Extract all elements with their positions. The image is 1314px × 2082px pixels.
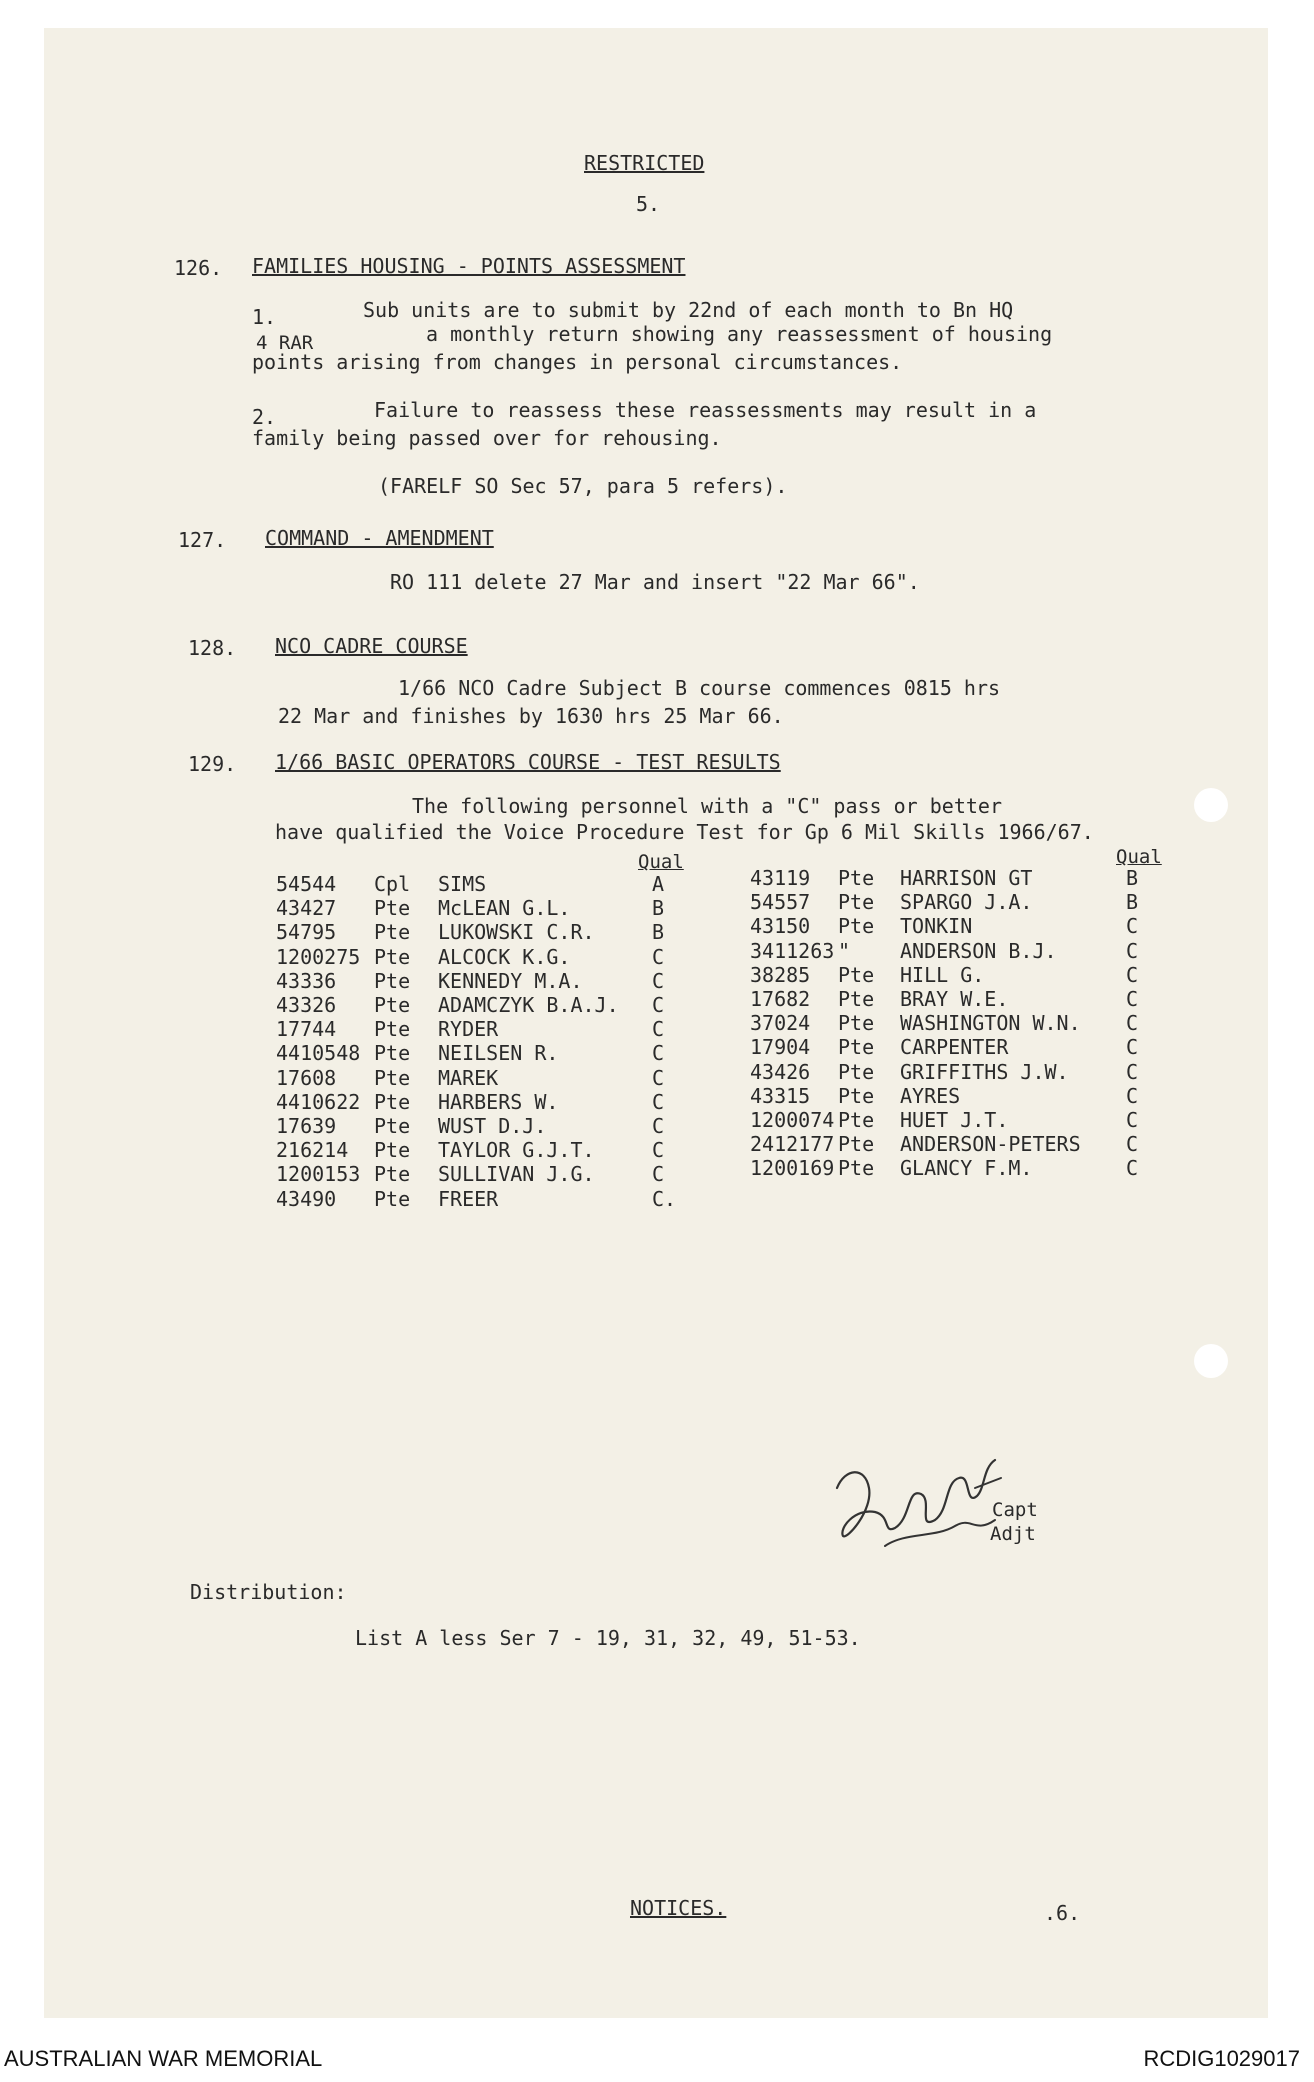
- table-row: [0, 939, 1224, 964]
- section-129-intro-line1: The following personnel with a "C" pass or better: [412, 794, 1003, 818]
- archive-reference: RCDIG1029017: [1143, 2046, 1300, 2071]
- cell-name: WASHINGTON W.N.: [900, 1011, 1081, 1036]
- cell-name: TAYLOR G.J.T.: [438, 1138, 595, 1163]
- table-row: [0, 1011, 1224, 1036]
- cell-no: 1200275: [276, 944, 361, 969]
- punch-hole-bottom: [1194, 1344, 1228, 1378]
- cell-no: 17639: [276, 1114, 337, 1138]
- section-126-number: 126.: [174, 256, 223, 280]
- cell-qual: C: [1126, 987, 1139, 1011]
- cell-no: 17904: [750, 1035, 811, 1060]
- cell-name: TONKIN: [900, 914, 973, 939]
- cell-qual: C: [1126, 1108, 1139, 1132]
- cell-qual: B: [652, 920, 665, 945]
- cell-no: 17744: [276, 1017, 337, 1042]
- cell-no: 43150: [750, 914, 811, 939]
- cell-rank: Pte: [374, 1017, 411, 1042]
- cell-rank: Pte: [374, 1186, 411, 1211]
- cell-qual: C: [1126, 1011, 1139, 1036]
- cell-no: 43490: [276, 1186, 337, 1211]
- cell-rank: Cpl: [374, 872, 411, 896]
- cell-qual: C: [1126, 1059, 1139, 1084]
- cell-rank: Pte: [838, 1011, 875, 1036]
- qual-header-right: Qual: [1116, 846, 1162, 868]
- section-126-unit: 4 RAR: [256, 332, 314, 354]
- section-128-line2: 22 Mar and finishes by 1630 hrs 25 Mar 66.: [278, 704, 784, 728]
- cell-no: 37024: [750, 1011, 811, 1036]
- archive-name: AUSTRALIAN WAR MEMORIAL: [4, 2046, 323, 2071]
- cell-name: BRAY W.E.: [900, 987, 1009, 1011]
- section-126-reference: (FARELF SO Sec 57, para 5 refers).: [378, 474, 788, 498]
- cell-name: RYDER: [438, 1017, 499, 1042]
- cell-qual: B: [1126, 866, 1139, 890]
- cell-rank: Pte: [374, 920, 411, 945]
- cell-no: 43315: [750, 1083, 811, 1108]
- table-row: [0, 914, 1224, 939]
- section-126-para2-line1: Failure to reassess these reassessments may result in a: [374, 398, 1037, 422]
- section-126-para1-line3: points arising from changes in personal circumstances.: [252, 350, 903, 374]
- table-row: [0, 1108, 1224, 1133]
- cell-no: 4410548: [276, 1041, 361, 1066]
- cell-no: 2412177: [750, 1132, 835, 1157]
- cell-rank: Pte: [838, 866, 875, 890]
- section-129-title: 1/66 BASIC OPERATORS COURSE - TEST RESULTS: [275, 750, 781, 774]
- section-126-para1-line1: Sub units are to submit by 22nd of each month to Bn HQ: [363, 298, 1014, 322]
- cell-no: 1200169: [750, 1156, 835, 1181]
- cell-qual: C: [1126, 938, 1139, 963]
- cell-rank: Pte: [838, 1035, 875, 1060]
- cell-rank: Pte: [838, 1156, 875, 1181]
- cell-no: 43427: [276, 896, 337, 921]
- table-row: [0, 890, 1224, 915]
- cell-name: GLANCY F.M.: [900, 1156, 1033, 1181]
- cell-name: FREER: [438, 1186, 499, 1211]
- table-row: [0, 866, 1224, 891]
- cell-qual: B: [652, 896, 665, 921]
- cell-qual: C: [1126, 1083, 1139, 1108]
- cell-rank: Pte: [374, 1089, 411, 1114]
- table-row: [0, 1132, 1224, 1157]
- cell-rank: Pte: [374, 896, 411, 921]
- distribution-label: Distribution:: [190, 1580, 347, 1604]
- cell-rank: Pte: [838, 987, 875, 1011]
- cell-qual: C: [652, 1089, 665, 1114]
- cell-no: 54557: [750, 890, 811, 915]
- classification-heading: RESTRICTED: [584, 151, 705, 175]
- signature-appointment: Adjt: [990, 1523, 1036, 1545]
- cell-no: 1200153: [276, 1162, 361, 1187]
- cell-qual: B: [1126, 890, 1139, 915]
- cell-name: NEILSEN R.: [438, 1041, 559, 1066]
- cell-name: HARRISON GT: [900, 866, 1033, 890]
- section-126-para2-line2: family being passed over for rehousing.: [252, 426, 722, 450]
- table-row: [0, 1156, 1224, 1181]
- cell-rank: Pte: [838, 890, 875, 915]
- cell-qual: C: [652, 1065, 665, 1090]
- cell-no: 43326: [276, 993, 337, 1017]
- cell-no: 4410622: [276, 1089, 361, 1114]
- section-128-number: 128.: [188, 636, 237, 660]
- cell-qual: C: [1126, 1156, 1139, 1181]
- cell-qual: C.: [652, 1186, 677, 1211]
- cell-name: KENNEDY M.A.: [438, 968, 583, 993]
- cell-rank: Pte: [838, 914, 875, 939]
- archive-footer: [0, 2036, 1314, 2082]
- cell-name: HUET J.T.: [900, 1108, 1009, 1132]
- cell-rank: Pte: [374, 944, 411, 969]
- cell-rank: Pte: [838, 1132, 875, 1157]
- cell-qual: C: [652, 993, 665, 1017]
- cell-name: ADAMCZYK B.A.J.: [438, 993, 619, 1017]
- cell-qual: C: [1126, 1035, 1139, 1060]
- section-127-number: 127.: [178, 528, 227, 552]
- cell-name: SPARGO J.A.: [900, 890, 1033, 915]
- signature: [825, 1448, 1015, 1558]
- distribution-text: List A less Ser 7 - 19, 31, 32, 49, 51-53.: [355, 1626, 861, 1650]
- cell-rank: Pte: [374, 1065, 411, 1090]
- section-126-para1-line2: a monthly return showing any reassessment of housing: [426, 322, 1053, 346]
- punch-hole-top: [1194, 788, 1228, 822]
- section-128-title: NCO CADRE COURSE: [275, 634, 468, 658]
- cell-name: AYRES: [900, 1083, 961, 1108]
- cell-name: GRIFFITHS J.W.: [900, 1059, 1069, 1084]
- section-127-text: RO 111 delete 27 Mar and insert "22 Mar 66".: [390, 570, 920, 594]
- section-129-number: 129.: [188, 752, 237, 776]
- section-127-title: COMMAND - AMENDMENT: [265, 526, 494, 550]
- cell-no: 17682: [750, 987, 811, 1011]
- cell-no: 43119: [750, 866, 811, 890]
- cell-no: 38285: [750, 962, 811, 987]
- cell-name: LUKOWSKI C.R.: [438, 920, 595, 945]
- table-row: [0, 963, 1224, 988]
- section-126-para1-number: 1.: [252, 305, 277, 329]
- table-row: [0, 987, 1224, 1012]
- cell-rank: Pte: [374, 968, 411, 993]
- cell-name: CARPENTER: [900, 1035, 1009, 1060]
- section-126-title: FAMILIES HOUSING - POINTS ASSESSMENT: [252, 254, 686, 278]
- cell-name: MAREK: [438, 1065, 499, 1090]
- cell-rank: Pte: [374, 1041, 411, 1066]
- cell-name: SIMS: [438, 872, 487, 896]
- cell-qual: A: [652, 872, 665, 896]
- cell-qual: C: [652, 1114, 665, 1138]
- cell-name: WUST D.J.: [438, 1114, 547, 1138]
- cell-qual: C: [652, 1138, 665, 1163]
- cell-qual: C: [652, 1041, 665, 1066]
- cell-no: 17608: [276, 1065, 337, 1090]
- cell-qual: C: [652, 1017, 665, 1042]
- cell-qual: C: [1126, 914, 1139, 939]
- table-row: [0, 1060, 1224, 1085]
- page-number: 5.: [636, 192, 661, 216]
- cell-no: 54795: [276, 920, 337, 945]
- cell-rank: Pte: [838, 1059, 875, 1084]
- cell-rank: Pte: [374, 993, 411, 1017]
- cell-rank: ": [838, 938, 851, 963]
- cell-rank: Pte: [838, 1083, 875, 1108]
- cell-qual: C: [1126, 962, 1139, 987]
- cell-name: ALCOCK K.G.: [438, 944, 571, 969]
- cell-no: 43336: [276, 968, 337, 993]
- section-126-para2-number: 2.: [252, 405, 277, 429]
- table-row: [0, 1035, 1224, 1060]
- table-row: [0, 1187, 1224, 1212]
- cell-rank: Pte: [838, 1108, 875, 1132]
- cell-no: 43426: [750, 1059, 811, 1084]
- cell-rank: Pte: [374, 1162, 411, 1187]
- cell-qual: C: [652, 1162, 665, 1187]
- section-129-intro-line2: have qualified the Voice Procedure Test for Gp 6 Mil Skills 1966/67.: [275, 820, 1094, 844]
- signature-rank: Capt: [992, 1499, 1038, 1521]
- cell-name: HARBERS W.: [438, 1089, 559, 1114]
- notices-heading: NOTICES.: [630, 1896, 727, 1920]
- cell-rank: Pte: [374, 1114, 411, 1138]
- qual-header-left: Qual: [638, 851, 684, 873]
- cell-name: SULLIVAN J.G.: [438, 1162, 595, 1187]
- cell-qual: C: [652, 968, 665, 993]
- cell-no: 216214: [276, 1138, 349, 1163]
- cell-rank: Pte: [838, 962, 875, 987]
- cell-name: ANDERSON B.J.: [900, 938, 1057, 963]
- cell-rank: Pte: [374, 1138, 411, 1163]
- cell-qual: C: [1126, 1132, 1139, 1157]
- cell-qual: C: [652, 944, 665, 969]
- cell-no: 3411263: [750, 938, 835, 963]
- cell-name: McLEAN G.L.: [438, 896, 571, 921]
- cell-no: 54544: [276, 872, 337, 896]
- cell-no: 1200074: [750, 1108, 835, 1132]
- cell-name: ANDERSON-PETERS: [900, 1132, 1081, 1157]
- section-128-line1: 1/66 NCO Cadre Subject B course commences 0815 hrs: [398, 676, 1001, 700]
- cell-name: HILL G.: [900, 962, 985, 987]
- table-row: [0, 1084, 1224, 1109]
- next-page-indicator: .6.: [1044, 1901, 1081, 1925]
